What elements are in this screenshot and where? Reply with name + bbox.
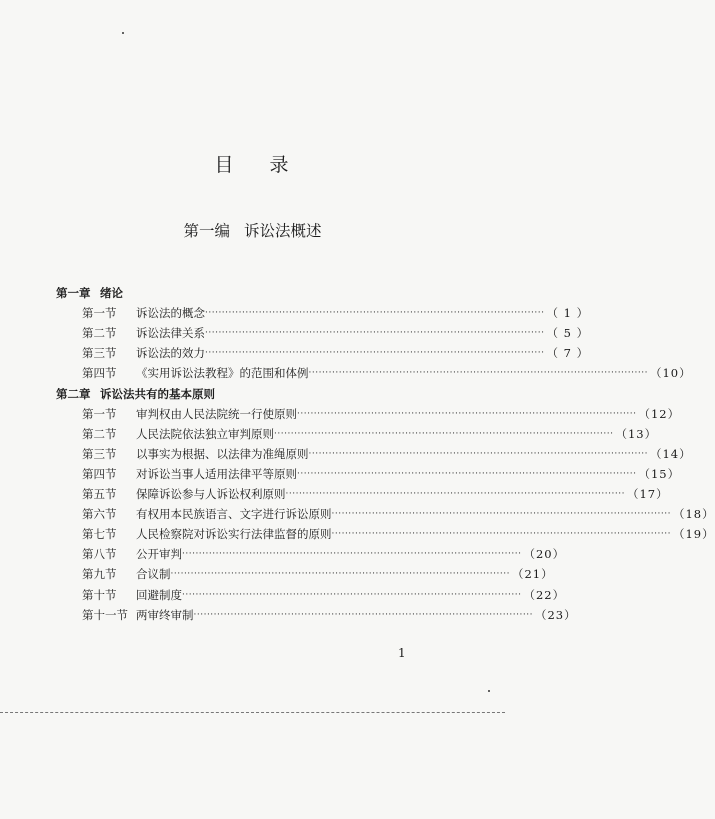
toc-section[interactable]	[82, 363, 692, 383]
dot-leader: ·····································································································	[193, 609, 533, 620]
section-title: 诉讼法的概念	[136, 306, 205, 321]
page-reference: （12）	[638, 406, 681, 421]
page-reference: （ 7 ）	[546, 346, 590, 361]
toc-section[interactable]	[82, 404, 681, 424]
page-reference: （20）	[523, 547, 566, 562]
section-title: 诉讼法律关系	[136, 326, 205, 341]
toc-section[interactable]	[82, 544, 566, 564]
toc-section[interactable]	[82, 585, 566, 605]
section-number: 第二节	[82, 426, 117, 441]
page-reference: （ 5 ）	[546, 326, 590, 341]
section-number: 第四节	[82, 466, 117, 481]
toc-chapter[interactable]	[56, 384, 215, 404]
toc-section[interactable]	[82, 524, 715, 544]
section-title: 诉讼法的效力	[136, 346, 205, 361]
dot-leader: ·····································································································	[308, 448, 648, 459]
page-reference: （10）	[649, 366, 692, 381]
section-title: 以事实为根据、以法律为准绳原则	[136, 446, 309, 461]
chapter-title: 绪论	[100, 286, 123, 300]
dot-leader: ·····································································································	[205, 328, 545, 339]
dot-leader: ·····································································································	[205, 308, 545, 319]
print-speck	[122, 32, 124, 34]
page-number: 1	[398, 646, 406, 660]
section-title: 《实用诉讼法教程》的范围和体例	[136, 366, 309, 381]
part-heading	[0, 219, 505, 241]
page-reference: （15）	[638, 466, 681, 481]
section-number: 第一节	[82, 406, 117, 421]
toc-section[interactable]	[82, 464, 681, 484]
section-number: 第七节	[82, 527, 117, 542]
page-reference: （18）	[672, 507, 715, 522]
section-number: 第四节	[82, 366, 117, 381]
section-title: 有权用本民族语言、文字进行诉讼原则	[136, 507, 332, 522]
section-title: 对诉讼当事人适用法律平等原则	[136, 466, 297, 481]
section-title: 公开审判	[136, 547, 182, 562]
dot-leader: ·····································································································	[274, 428, 614, 439]
toc-section[interactable]	[82, 504, 715, 524]
section-number: 第十一节	[82, 607, 128, 622]
chapter-title: 诉讼法共有的基本原则	[100, 386, 215, 401]
page-reference: （23）	[534, 607, 577, 622]
toc-section[interactable]	[82, 564, 554, 584]
bottom-rule	[0, 712, 505, 713]
page-reference: （ 1 ）	[546, 306, 590, 321]
section-number: 第十节	[82, 587, 117, 602]
page-reference: （21）	[511, 567, 554, 582]
section-number: 第五节	[82, 487, 117, 501]
page-reference: （17）	[626, 487, 669, 501]
section-title: 人民检察院对诉讼实行法律监督的原则	[136, 527, 332, 542]
toc-section[interactable]	[82, 424, 658, 444]
section-number: 第一节	[82, 306, 117, 321]
dot-leader: ·····································································································	[331, 529, 671, 540]
dot-leader: ·····································································································	[285, 489, 625, 499]
section-title: 审判权由人民法院统一行使原则	[136, 406, 297, 421]
dot-leader: ·····································································································	[297, 468, 637, 479]
page-reference: （22）	[523, 587, 566, 602]
dot-leader: ·····································································································	[182, 549, 522, 560]
toc-section[interactable]	[82, 303, 590, 323]
dot-leader: ·····································································································	[182, 589, 522, 600]
page-reference: （13）	[615, 426, 658, 441]
section-number: 第三节	[82, 446, 117, 461]
section-number: 第九节	[82, 567, 117, 582]
page-reference: （14）	[649, 446, 692, 461]
dot-leader: ·····································································································	[205, 348, 545, 359]
toc-section[interactable]	[82, 484, 669, 504]
page-reference: （19）	[672, 527, 715, 542]
toc-chapter[interactable]	[56, 283, 123, 303]
chapter-number: 第二章	[56, 386, 91, 401]
section-number: 第八节	[82, 547, 117, 562]
print-speck	[488, 690, 490, 692]
title-char-1: 目	[214, 154, 236, 176]
dot-leader: ·····································································································	[297, 408, 637, 419]
page-title	[0, 150, 505, 177]
toc-section[interactable]	[82, 323, 590, 343]
section-title: 两审终审制	[136, 607, 194, 622]
title-char-2: 录	[269, 154, 291, 176]
section-number: 第二节	[82, 326, 117, 341]
section-number: 第六节	[82, 507, 117, 522]
chapter-number: 第一章	[56, 286, 91, 300]
section-title: 人民法院依法独立审判原则	[136, 426, 274, 441]
dot-leader: ·····································································································	[331, 509, 671, 520]
dot-leader: ·····································································································	[170, 569, 510, 580]
section-title: 保障诉讼参与人诉讼权利原则	[136, 487, 286, 501]
toc-section[interactable]	[82, 444, 692, 464]
part-name: 诉讼法概述	[244, 222, 322, 240]
toc-section[interactable]	[82, 605, 577, 625]
section-title: 回避制度	[136, 587, 182, 602]
dot-leader: ·····································································································	[308, 368, 648, 379]
part-number: 第一编	[183, 222, 230, 240]
section-title: 合议制	[136, 567, 171, 582]
section-number: 第三节	[82, 346, 117, 361]
toc-section[interactable]	[82, 343, 590, 363]
